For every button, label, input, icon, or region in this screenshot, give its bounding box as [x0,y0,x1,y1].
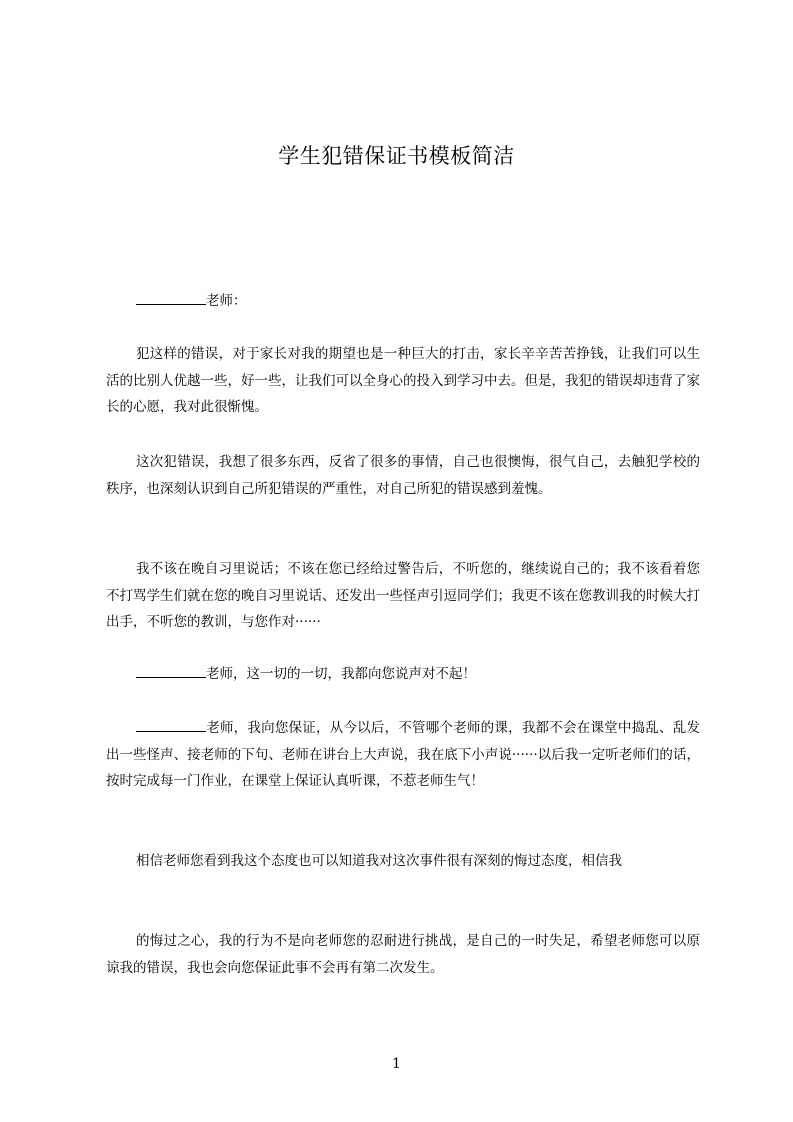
closing-paragraph-1: 相信老师您看到我这个态度也可以知道我对这次事件很有深刻的悔过态度，相信我 [136,853,622,869]
promise-paragraph [106,715,700,795]
name-blank [136,289,206,305]
promise-text: 老师，我向您保证，从今以后，不管哪个老师的课，我都不会在课堂中捣乱、乱发出一些怪声、接老师的下句、老师在讲台上大声说，我在底下小声说······以后我一定听老师们的话，按时完成每一门作业，在课堂上保证认真听课，不惹老师生气！ [106,720,700,789]
salutation-text: 老师： [206,293,247,309]
paragraph-1: 犯这样的错误，对于家长对我的期望也是一种巨大的打击，家长辛辛苦苦挣钱，让我们可以生活的比别人优越一些，好一些，让我们可以全身心的投入到学习中去。但是，我犯的错误却违背了家长的心愿，我对此很惭愧。 [106,346,700,415]
paragraph-2: 这次犯错误，我想了很多东西，反省了很多的事情，自己也很懊悔，很气自己，去触犯学校的秩序，也深刻认识到自己所犯错误的严重性，对自己所犯的错误感到羞愧。 [106,454,700,497]
page-number: 1 [392,1056,401,1072]
closing-paragraph-2: 的悔过之心，我的行为不是向老师您的忍耐进行挑战，是自己的一时失足，希望老师您可以原谅我的错误，我也会向您保证此事不会再有第二次发生。 [106,933,700,976]
apology-text: 老师，这一切的一切，我都向您说声对不起！ [206,666,476,682]
name-blank [136,662,206,678]
apology-line [106,661,700,688]
name-blank [136,716,206,732]
paragraph-3: 我不该在晚自习里说话；不该在您已经给过警告后，不听您的，继续说自己的；我不该看着您不打骂学生们就在您的晚自习里说话、还发出一些怪声引逗同学们；我更不该在您教训我的时候大打出手，不听您的教训，与您作对······ [106,561,700,630]
page-title: 学生犯错保证书模板简洁 [278,144,515,168]
salutation [106,288,700,315]
